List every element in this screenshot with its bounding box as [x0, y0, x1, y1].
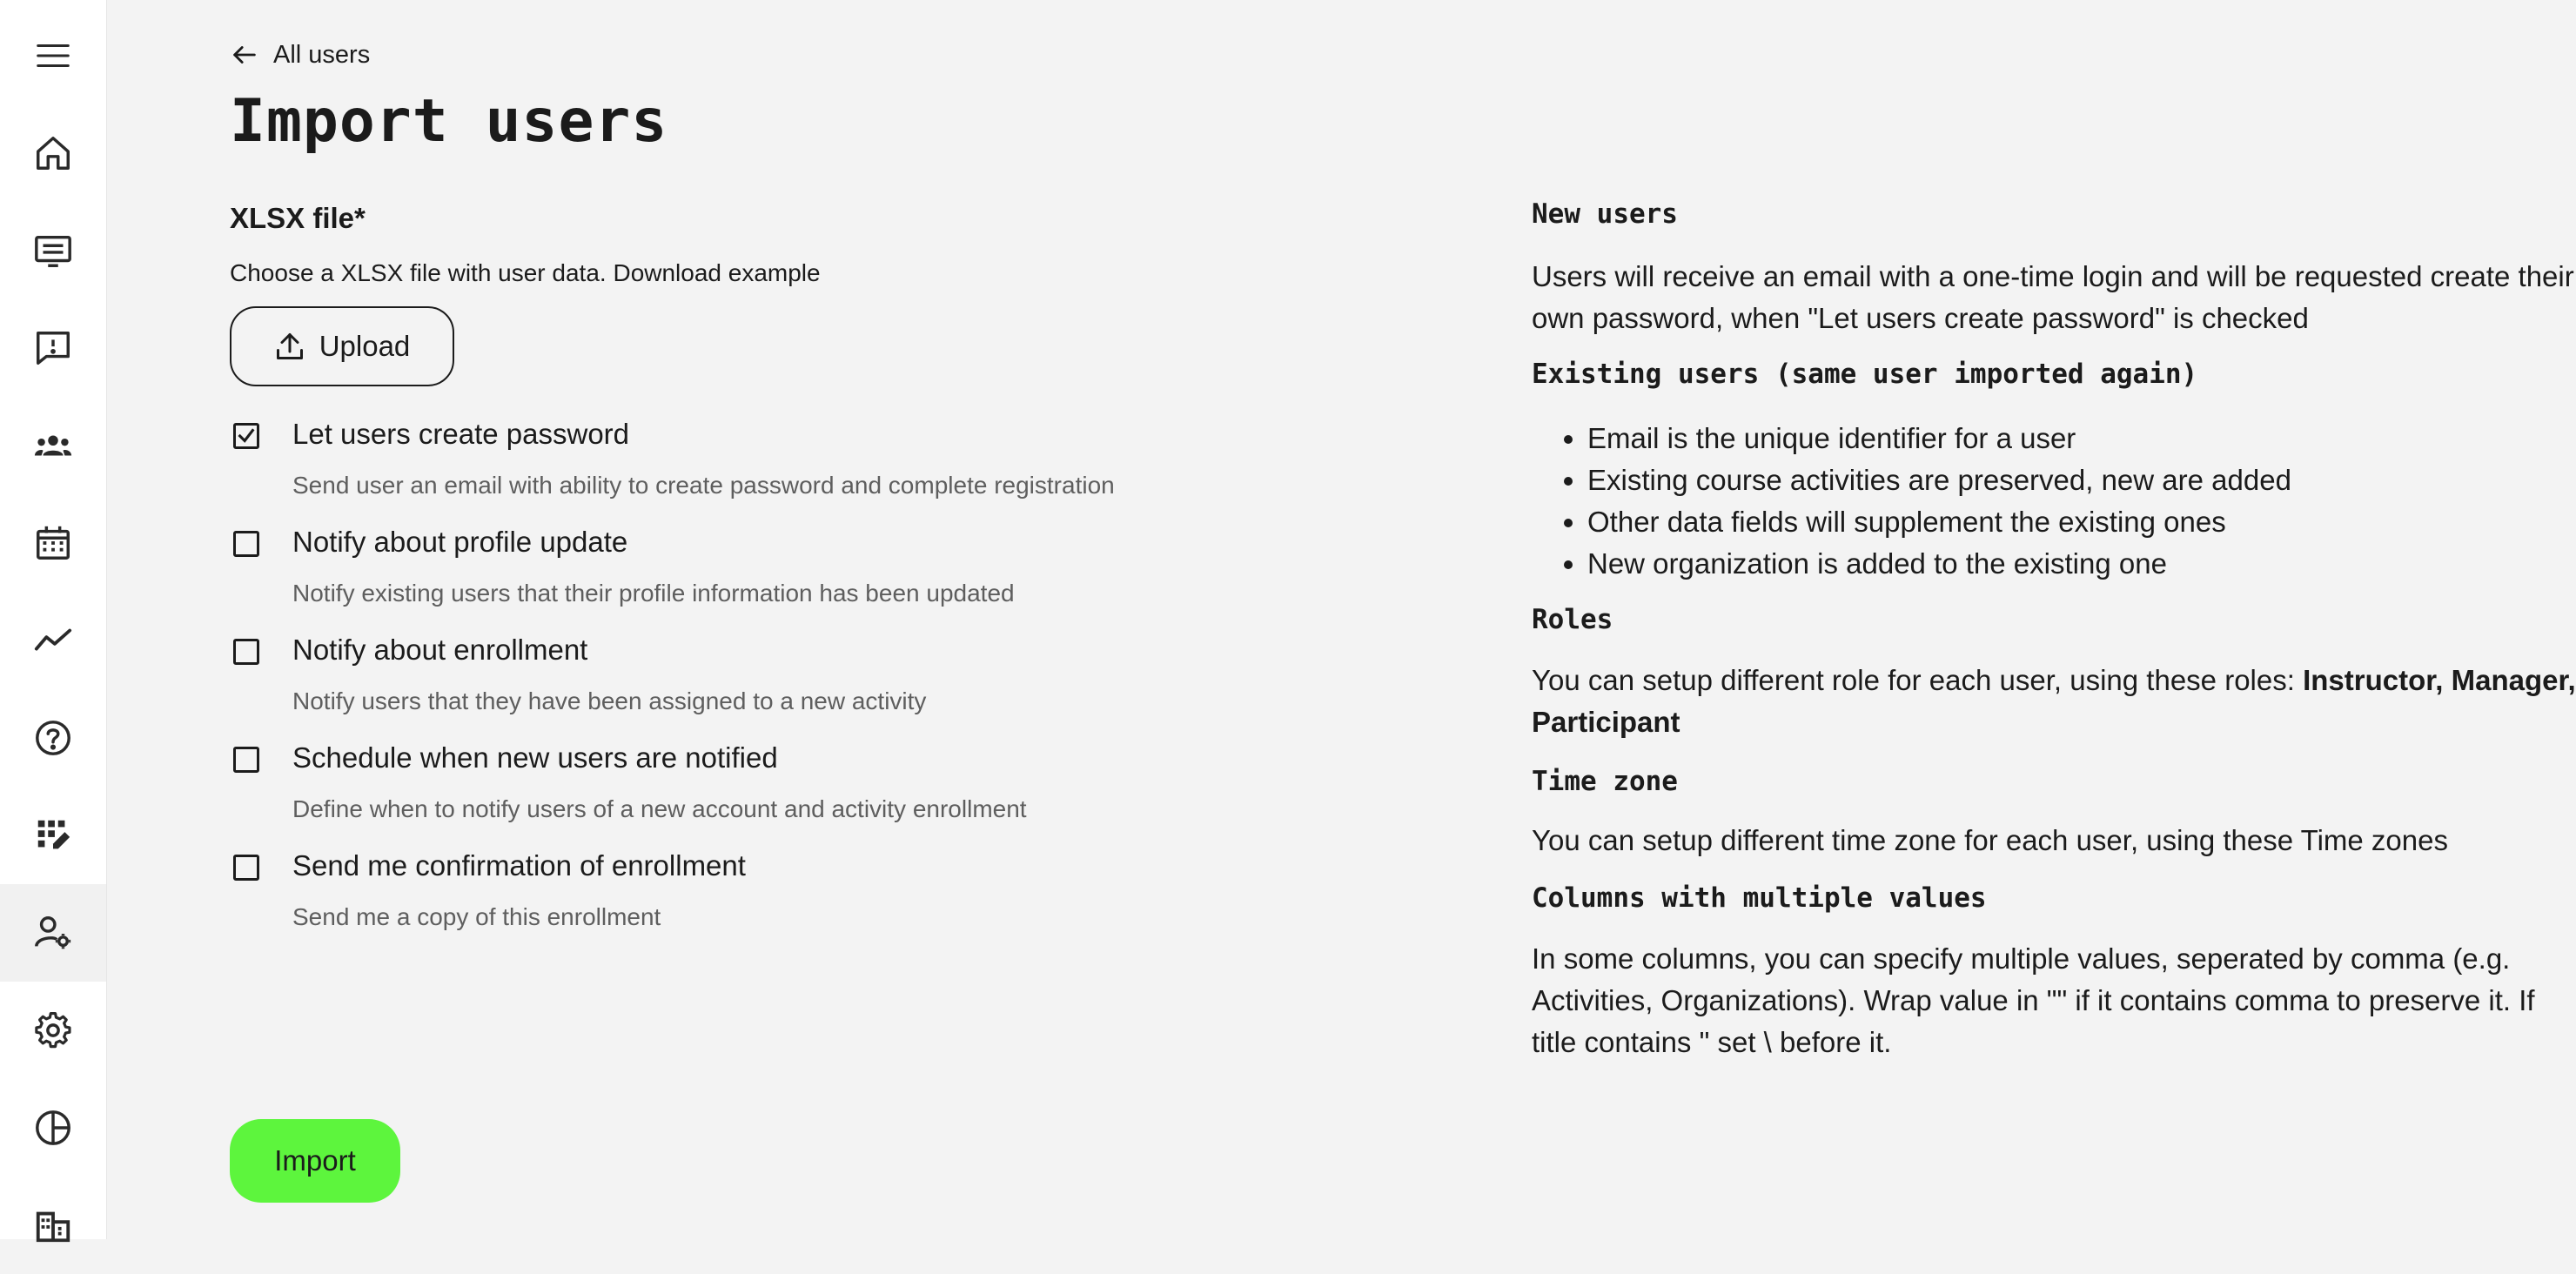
info-text-multiple-values: In some columns, you can specify multiple values, seperated by comma (e.g. Activities, Organizations). Wrap value in "" if it contains comma to preserve it. If title contains " set \ before it. — [1532, 942, 2535, 1058]
checkmark-icon — [237, 426, 256, 446]
arrow-left-icon — [230, 40, 259, 70]
checkbox-schedule-notification[interactable] — [233, 747, 259, 773]
back-link-label: All users — [273, 40, 371, 69]
monitor-icon — [33, 231, 73, 271]
list-item: • Other data fields will supplement the existing ones — [1587, 501, 2291, 543]
info-heading-time-zone: Time zone — [1532, 766, 1678, 797]
sidebar-item-analytics[interactable] — [0, 592, 106, 689]
option-description: Notify existing users that their profile information has been updated — [292, 580, 1015, 607]
info-heading-roles: Roles — [1532, 604, 1613, 635]
info-text-roles — [1532, 660, 2576, 743]
menu-button[interactable] — [0, 7, 106, 104]
list-item: • Email is the unique identifier for a user — [1587, 418, 2291, 459]
hamburger-menu-icon — [33, 36, 73, 76]
list-item: • New organization is added to the existing one — [1587, 543, 2291, 585]
option-label: Notify about enrollment — [292, 634, 588, 666]
file-field-label: XLSX file* — [230, 202, 366, 234]
pie-chart-icon — [33, 1108, 73, 1148]
page-title: Import users — [230, 87, 668, 156]
option-description: Send me a copy of this enrollment — [292, 903, 661, 930]
info-list-existing-users — [1532, 418, 2291, 585]
info-text-new-users: Users will receive an email with a one-time login and will be requested create their own password, when "Let users create password" is checked — [1532, 260, 2574, 334]
checkbox-notify-enrollment[interactable] — [233, 639, 259, 665]
info-heading-multiple-values: Columns with multiple values — [1532, 882, 1987, 914]
building-icon — [33, 1205, 73, 1245]
checkbox-send-confirmation[interactable] — [233, 855, 259, 881]
option-label: Notify about profile update — [292, 526, 628, 558]
user-gear-icon — [33, 913, 73, 953]
file-field-help: Choose a XLSX file with user data. Download example — [230, 259, 821, 286]
roles-list: Instructor, Manager, Participant — [1532, 664, 2576, 738]
sidebar-item-users[interactable] — [0, 397, 106, 494]
list-item: • Existing course activities are preserved, new are added — [1587, 459, 2291, 501]
checkbox-let-users-create-password[interactable] — [233, 423, 259, 449]
back-link[interactable] — [230, 40, 370, 70]
main-content — [230, 0, 2576, 1239]
checkbox-notify-profile-update[interactable] — [233, 531, 259, 557]
sidebar — [0, 0, 107, 1239]
option-label: Schedule when new users are notified — [292, 741, 778, 774]
group-icon — [33, 426, 73, 466]
sidebar-item-calendar[interactable] — [0, 494, 106, 592]
trend-icon — [33, 620, 73, 660]
sidebar-item-courses[interactable] — [0, 202, 106, 299]
sidebar-item-home[interactable] — [0, 104, 106, 202]
info-heading-new-users: New users — [1532, 198, 1678, 230]
roles-text: You can setup different role for each user, using these roles: — [1532, 664, 2304, 696]
sidebar-item-editor[interactable] — [0, 787, 106, 884]
option-description: Define when to notify users of a new account and activity enrollment — [292, 795, 1027, 822]
help-circle-icon — [33, 718, 73, 758]
sidebar-item-help[interactable] — [0, 689, 106, 787]
upload-icon — [274, 331, 305, 362]
calendar-icon — [33, 523, 73, 563]
sidebar-item-organizations[interactable] — [0, 1177, 106, 1274]
grid-edit-icon — [33, 815, 73, 855]
sidebar-item-user-settings[interactable] — [0, 884, 106, 982]
sidebar-item-reports[interactable] — [0, 1079, 106, 1177]
upload-button[interactable] — [230, 306, 454, 386]
import-button[interactable]: Import — [230, 1119, 400, 1203]
option-label: Send me confirmation of enrollment — [292, 849, 746, 882]
home-icon — [33, 133, 73, 173]
gear-icon — [33, 1010, 73, 1050]
option-description: Send user an email with ability to create password and complete registration — [292, 472, 1115, 499]
sidebar-item-feedback[interactable] — [0, 299, 106, 397]
sidebar-item-settings[interactable] — [0, 982, 106, 1079]
info-text-time-zone: You can setup different time zone for each user, using these Time zones — [1532, 824, 2448, 856]
option-label: Let users create password — [292, 418, 630, 450]
option-description: Notify users that they have been assigned to a new activity — [292, 687, 927, 714]
feedback-alert-icon — [33, 328, 73, 368]
info-heading-existing-users: Existing users (same user imported again) — [1532, 359, 2198, 390]
upload-button-label: Upload — [319, 330, 411, 362]
